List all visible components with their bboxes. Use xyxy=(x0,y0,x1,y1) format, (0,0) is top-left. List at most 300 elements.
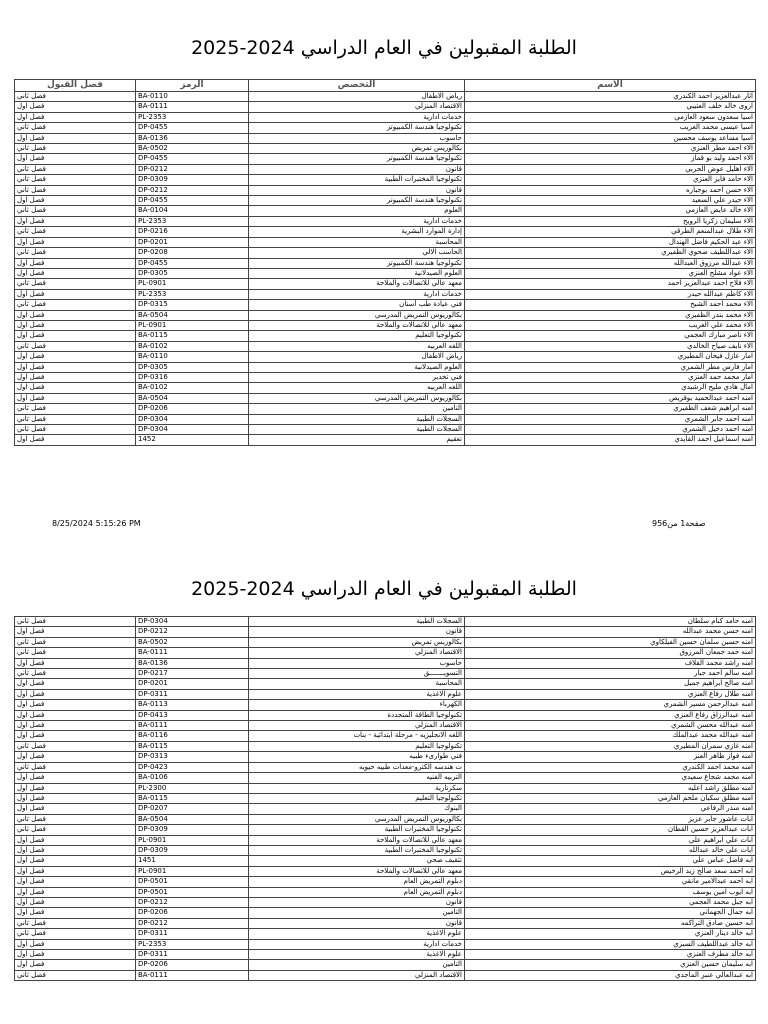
student-code: DP-0315 xyxy=(136,300,249,310)
admission-semester: فصل اول xyxy=(15,362,136,372)
admission-semester: فصل ثاني xyxy=(15,123,136,133)
student-code: PL-0901 xyxy=(136,866,249,876)
student-code: DP-0455 xyxy=(136,154,249,164)
table-row xyxy=(15,372,756,382)
table-row xyxy=(15,206,756,216)
student-major: المحاسبة xyxy=(249,679,465,689)
student-code: DP-0208 xyxy=(136,248,249,258)
student-major: بكالوريوس التمريض المدرسي xyxy=(249,310,465,320)
student-major: الحاسب الالي xyxy=(249,248,465,258)
student-major: التامين xyxy=(249,960,465,970)
student-code: PL-2353 xyxy=(136,216,249,226)
table-row xyxy=(15,216,756,226)
student-major: قانون xyxy=(249,627,465,637)
admission-semester: فصل ثاني xyxy=(15,648,136,658)
admission-semester: فصل اول xyxy=(15,950,136,960)
table-row xyxy=(15,866,756,876)
student-major: الاقتصاد المنزلي xyxy=(249,721,465,731)
student-code: DP-0309 xyxy=(136,175,249,185)
student-name: الاء اهليل عوض الحربي xyxy=(465,164,756,174)
admission-semester: فصل اول xyxy=(15,289,136,299)
student-name: امنه احمد عبدالحميد بوقريص xyxy=(465,393,756,403)
student-major: خدمات ادارية xyxy=(249,216,465,226)
student-code: DP-0217 xyxy=(136,669,249,679)
student-code: BA-0504 xyxy=(136,393,249,403)
table-row xyxy=(15,617,756,627)
admission-semester: فصل ثاني xyxy=(15,414,136,424)
student-name: اروى خالد خلف العتيبي xyxy=(465,102,756,112)
student-major: فني طوارىء طبيه xyxy=(249,752,465,762)
student-code: BA-0110 xyxy=(136,92,249,102)
admission-semester: فصل ثاني xyxy=(15,175,136,185)
student-major: الاقتصاد المنزلي xyxy=(249,102,465,112)
admission-semester: فصل اول xyxy=(15,793,136,803)
page-number: صفحة1 من956 xyxy=(652,519,706,528)
student-code: DP-0455 xyxy=(136,123,249,133)
student-major: فني تخدير xyxy=(249,372,465,382)
student-major: الاقتصاد المنزلي xyxy=(249,970,465,980)
header-code: الرمز xyxy=(136,80,249,92)
student-code: DP-0311 xyxy=(136,929,249,939)
student-code: DP-0311 xyxy=(136,950,249,960)
student-code: BA-0136 xyxy=(136,658,249,668)
student-code: BA-0111 xyxy=(136,721,249,731)
admission-semester: فصل ثاني xyxy=(15,279,136,289)
student-code: PL-0901 xyxy=(136,835,249,845)
student-name: الاء محمد بندر الظفيري xyxy=(465,310,756,320)
student-code: BA-0502 xyxy=(136,144,249,154)
student-major: اللغه العربيه xyxy=(249,341,465,351)
admission-semester: فصل اول xyxy=(15,897,136,907)
student-code: BA-0102 xyxy=(136,341,249,351)
student-major: تكنولوجيا الطاقة المتجددة xyxy=(249,710,465,720)
student-name: الاء طلال عبدالمنعم الطرقي xyxy=(465,227,756,237)
student-name: امنه عبدالله محمد عبدالملك xyxy=(465,731,756,741)
student-name: اسيا مساعد يوسف محسين xyxy=(465,133,756,143)
table-row xyxy=(15,773,756,783)
student-major: تكنولوجيا التعليم xyxy=(249,741,465,751)
admission-semester: فصل اول xyxy=(15,866,136,876)
student-code: DP-0455 xyxy=(136,196,249,206)
student-major: السجلات الطبية xyxy=(249,425,465,435)
student-name: ابه جمال الجهماني xyxy=(465,908,756,918)
student-name: الاء حيدر علي السعيد xyxy=(465,196,756,206)
student-major: إدارة الموارد البشرية xyxy=(249,227,465,237)
student-code: BA-0111 xyxy=(136,102,249,112)
table-row xyxy=(15,700,756,710)
student-code: BA-0110 xyxy=(136,352,249,362)
student-name: ابه ايوب امين يوسف xyxy=(465,887,756,897)
admission-semester: فصل اول xyxy=(15,887,136,897)
student-name: امنه منذر الرفاعي xyxy=(465,804,756,814)
student-code: BA-0115 xyxy=(136,741,249,751)
table-row xyxy=(15,835,756,845)
table-row xyxy=(15,669,756,679)
admission-semester: فصل اول xyxy=(15,133,136,143)
student-major: رياض الاطفال xyxy=(249,92,465,102)
student-name: امنه محمد شجاع سعيدي xyxy=(465,773,756,783)
admission-semester: فصل ثاني xyxy=(15,637,136,647)
student-name: الاء حامد فايز العنزي xyxy=(465,175,756,185)
student-code: BA-0504 xyxy=(136,310,249,320)
student-name: الاء حسن احمد بوجباره xyxy=(465,185,756,195)
student-code: DP-0201 xyxy=(136,237,249,247)
student-code: DP-0206 xyxy=(136,404,249,414)
student-code: DP-0311 xyxy=(136,689,249,699)
admission-semester: فصل اول xyxy=(15,154,136,164)
admission-semester: فصل اول xyxy=(15,960,136,970)
table-row xyxy=(15,175,756,185)
student-major: تكنولوجيا المختبرات الطبية xyxy=(249,825,465,835)
admission-semester: فصل اول xyxy=(15,689,136,699)
admission-semester: فصل ثاني xyxy=(15,425,136,435)
student-major: حاسوب xyxy=(249,133,465,143)
student-major: تكنولوجيا التعليم xyxy=(249,331,465,341)
student-major: قانون xyxy=(249,185,465,195)
table-row xyxy=(15,877,756,887)
table-row xyxy=(15,793,756,803)
admission-semester: فصل اول xyxy=(15,383,136,393)
table-row xyxy=(15,960,756,970)
table-row xyxy=(15,425,756,435)
student-name: الاء احمد وليد بو قماز xyxy=(465,154,756,164)
student-major: معهد عالي للاتصالات والملاحة xyxy=(249,835,465,845)
table-row xyxy=(15,648,756,658)
student-code: PL-2353 xyxy=(136,289,249,299)
student-name: امار فارس مطر الشمري xyxy=(465,362,756,372)
table-row xyxy=(15,112,756,122)
admission-semester: فصل ثاني xyxy=(15,227,136,237)
admission-semester: فصل ثاني xyxy=(15,206,136,216)
table-row xyxy=(15,970,756,980)
student-name: الاء نايف صياح الخالدي xyxy=(465,341,756,351)
student-name: امال هادي مليح الرشيدي xyxy=(465,383,756,393)
table-row xyxy=(15,627,756,637)
student-code: DP-0305 xyxy=(136,362,249,372)
student-name: امنه احمد دخيل الشمري xyxy=(465,425,756,435)
student-name: الاء كاظم عبدالله حيدر xyxy=(465,289,756,299)
admission-semester: فصل ثاني xyxy=(15,300,136,310)
table-row xyxy=(15,637,756,647)
student-code: DP-0304 xyxy=(136,617,249,627)
table-row xyxy=(15,710,756,720)
student-code: 1452 xyxy=(136,435,249,445)
table-row xyxy=(15,658,756,668)
table-row xyxy=(15,331,756,341)
student-code: DP-0309 xyxy=(136,825,249,835)
student-major: تثقيف صحي xyxy=(249,856,465,866)
student-name: امار عازل فيحان المطيري xyxy=(465,352,756,362)
admission-semester: فصل ثاني xyxy=(15,341,136,351)
admission-semester: فصل اول xyxy=(15,700,136,710)
page-title: الطلبة المقبولين في العام الدراسي 2024-2025 xyxy=(191,578,577,600)
table-header-row xyxy=(15,80,756,92)
student-name: ابه خالد دينار العنزي xyxy=(465,929,756,939)
table-row xyxy=(15,196,756,206)
student-major: فني عيادة طب أسنان xyxy=(249,300,465,310)
header-name: الاسم xyxy=(465,80,756,92)
admission-semester: فصل ثاني xyxy=(15,669,136,679)
admission-semester: فصل اول xyxy=(15,196,136,206)
table-row xyxy=(15,300,756,310)
student-code: DP-0212 xyxy=(136,897,249,907)
student-name: اسيا سعدون سعود العازمي xyxy=(465,112,756,122)
admission-semester: فصل اول xyxy=(15,112,136,122)
student-name: امنه صالح ابراهيم جميل xyxy=(465,679,756,689)
admission-semester: فصل اول xyxy=(15,877,136,887)
student-major: تكنولوجيا المختبرات الطبية xyxy=(249,175,465,185)
table-row xyxy=(15,783,756,793)
student-major: علوم الاغذية xyxy=(249,929,465,939)
student-major: الكهرباء xyxy=(249,700,465,710)
student-name: ابه فاضل عباس علي xyxy=(465,856,756,866)
admission-semester: فصل ثاني xyxy=(15,970,136,980)
student-code: BA-0106 xyxy=(136,773,249,783)
admission-semester: فصل اول xyxy=(15,102,136,112)
student-code: PL-0901 xyxy=(136,320,249,330)
student-major: البنوك xyxy=(249,804,465,814)
student-code: PL-2353 xyxy=(136,112,249,122)
student-code: BA-0111 xyxy=(136,970,249,980)
student-major: معهد عالي للاتصالات والملاحة xyxy=(249,866,465,876)
student-major: دبلوم التمريض العام xyxy=(249,877,465,887)
admission-semester: فصل ثاني xyxy=(15,825,136,835)
student-code: DP-0501 xyxy=(136,877,249,887)
student-name: امنه فواز ظاهر العنز xyxy=(465,752,756,762)
student-code: BA-0111 xyxy=(136,648,249,658)
admission-semester: فصل اول xyxy=(15,627,136,637)
student-major: علوم الاغذية xyxy=(249,950,465,960)
student-major: العلوم الصيدلانية xyxy=(249,362,465,372)
student-major: العلوم الصيدلانية xyxy=(249,268,465,278)
student-name: الاء فلاح احمد عبدالعزيز احمد xyxy=(465,279,756,289)
student-major: معهد عالي للاتصالات والملاحة xyxy=(249,320,465,330)
admission-semester: فصل ثاني xyxy=(15,248,136,258)
admission-semester: فصل ثاني xyxy=(15,814,136,824)
student-name: الاء خالد عايض العازمي xyxy=(465,206,756,216)
student-name: امنه حسين سلمان حسين الفيلكاوي xyxy=(465,637,756,647)
table-row xyxy=(15,362,756,372)
admission-semester: فصل اول xyxy=(15,731,136,741)
student-major: بكالوريوس التمريض المدرسي xyxy=(249,814,465,824)
student-name: الاء عبد الحكيم فاضل الهندال xyxy=(465,237,756,247)
student-name: الاء محمد علي الغريب xyxy=(465,320,756,330)
admission-semester: فصل ثاني xyxy=(15,762,136,772)
student-name: امنه مطلق راشد اعليه xyxy=(465,783,756,793)
student-name: امنه ابراهيم شعف الظفيري xyxy=(465,404,756,414)
student-major: تكنولوجيا هندسة الكمبيوتر xyxy=(249,154,465,164)
student-name: امنه غازي سمران المطيري xyxy=(465,741,756,751)
table-row xyxy=(15,929,756,939)
table-row xyxy=(15,752,756,762)
student-major: التامين xyxy=(249,404,465,414)
student-major: التربيه الفنيه xyxy=(249,773,465,783)
student-name: ابه سليمان حسين العنزي xyxy=(465,960,756,970)
student-name: امنه محمد احمد الكندري xyxy=(465,762,756,772)
student-name: الاء عواد مشلح العنزي xyxy=(465,268,756,278)
student-code: BA-0136 xyxy=(136,133,249,143)
admission-semester: فصل اول xyxy=(15,237,136,247)
table-row xyxy=(15,133,756,143)
table-row xyxy=(15,404,756,414)
student-name: ابه احمد سعد صالح زيد الرخيص xyxy=(465,866,756,876)
student-major: خدمات ادارية xyxy=(249,112,465,122)
admission-semester: فصل اول xyxy=(15,268,136,278)
student-code: DP-0212 xyxy=(136,185,249,195)
student-name: امنه احمد جابر الشمري xyxy=(465,414,756,424)
student-major: السجلات الطبية xyxy=(249,414,465,424)
student-code: DP-0304 xyxy=(136,414,249,424)
student-major: التسويـــــــق xyxy=(249,669,465,679)
student-name: امنه حمد جمعان المرزوق xyxy=(465,648,756,658)
student-major: تكنولوجيا هندسة الكمبيوتر xyxy=(249,196,465,206)
page-title: الطلبة المقبولين في العام الدراسي 2024-2025 xyxy=(191,37,577,59)
header-semester: فصل القبول xyxy=(15,80,136,92)
admission-semester: فصل ثاني xyxy=(15,918,136,928)
table-row xyxy=(15,237,756,247)
admission-semester: فصل اول xyxy=(15,658,136,668)
admission-semester: فصل ثاني xyxy=(15,144,136,154)
table-row xyxy=(15,804,756,814)
student-name: الاء احمد مطر العنزي xyxy=(465,144,756,154)
student-name: امنه حسن محمد عبدالله xyxy=(465,627,756,637)
admission-semester: فصل اول xyxy=(15,845,136,855)
student-name: امنه راشد محمد القلاف xyxy=(465,658,756,668)
student-code: PL-0901 xyxy=(136,279,249,289)
admission-semester: فصل اول xyxy=(15,804,136,814)
student-name: الاء سليمان زكريا الرويح xyxy=(465,216,756,226)
student-code: BA-0504 xyxy=(136,814,249,824)
admission-semester: فصل اول xyxy=(15,352,136,362)
student-code: BA-0115 xyxy=(136,793,249,803)
student-code: PL-2353 xyxy=(136,939,249,949)
student-name: الاء ناصر مبارك العجمي xyxy=(465,331,756,341)
admission-semester: فصل اول xyxy=(15,783,136,793)
student-major: معهد عالي للاتصالات والملاحة xyxy=(249,279,465,289)
table-row xyxy=(15,185,756,195)
student-code: DP-0309 xyxy=(136,845,249,855)
table-row xyxy=(15,164,756,174)
admission-semester: فصل ثاني xyxy=(15,164,136,174)
student-code: DP-0304 xyxy=(136,425,249,435)
student-name: امنه حامد كنام سلطان xyxy=(465,617,756,627)
student-name: الاء عبدالله مرزوق العبدالله xyxy=(465,258,756,268)
admission-semester: فصل اول xyxy=(15,710,136,720)
student-name: الاء محمد احمد الشيخ xyxy=(465,300,756,310)
admission-semester: فصل اول xyxy=(15,908,136,918)
admission-semester: فصل اول xyxy=(15,331,136,341)
table-row xyxy=(15,814,756,824)
student-code: BA-0502 xyxy=(136,637,249,647)
student-major: خدمات ادارية xyxy=(249,289,465,299)
admission-semester: فصل اول xyxy=(15,393,136,403)
student-major: بكالوريس تمريض xyxy=(249,637,465,647)
student-code: DP-0423 xyxy=(136,762,249,772)
student-major: تكنولوجيا هندسة الكمبيوتر xyxy=(249,123,465,133)
student-code: BA-0115 xyxy=(136,331,249,341)
student-code: DP-0455 xyxy=(136,258,249,268)
table-row xyxy=(15,762,756,772)
table-row xyxy=(15,248,756,258)
student-name: ابه عبدالعالي عنبر الماجدي xyxy=(465,970,756,980)
table-row xyxy=(15,939,756,949)
student-code: DP-0305 xyxy=(136,268,249,278)
student-code: DP-0501 xyxy=(136,887,249,897)
student-name: امنه عبدالله محسن الشمري xyxy=(465,721,756,731)
table-row xyxy=(15,383,756,393)
header-major: التخصص xyxy=(249,80,465,92)
admission-semester: فصل اول xyxy=(15,435,136,445)
student-major: حاسوب xyxy=(249,658,465,668)
student-major: تكنولوجيا المختبرات الطبية xyxy=(249,845,465,855)
student-name: ابه خالد عبداللطيف السبزي xyxy=(465,939,756,949)
table-row xyxy=(15,352,756,362)
student-name: امنه مطلق سكيان ملحم العازمي xyxy=(465,793,756,803)
table-row xyxy=(15,887,756,897)
student-major: اللغه الانجليزيه - مرحلة ابتدائية - بنات xyxy=(249,731,465,741)
student-major: قانون xyxy=(249,918,465,928)
admission-semester: فصل اول xyxy=(15,310,136,320)
table-row xyxy=(15,731,756,741)
student-code: BA-0102 xyxy=(136,383,249,393)
student-code: PL-2300 xyxy=(136,783,249,793)
student-major: رياض الاطفال xyxy=(249,352,465,362)
table-row xyxy=(15,102,756,112)
table-row xyxy=(15,279,756,289)
admission-semester: فصل اول xyxy=(15,939,136,949)
student-name: اثار عبدالعزيز احمد الكندري xyxy=(465,92,756,102)
table-row xyxy=(15,144,756,154)
table-row xyxy=(15,154,756,164)
table-row xyxy=(15,918,756,928)
admission-semester: فصل ثاني xyxy=(15,185,136,195)
admission-semester: فصل ثاني xyxy=(15,929,136,939)
student-code: BA-0113 xyxy=(136,700,249,710)
student-major: تعقيم xyxy=(249,435,465,445)
student-major: السجلات الطبية xyxy=(249,617,465,627)
table-row xyxy=(15,341,756,351)
student-code: DP-0212 xyxy=(136,164,249,174)
table-row xyxy=(15,320,756,330)
table-row xyxy=(15,741,756,751)
table-row xyxy=(15,721,756,731)
student-name: اسيا عيسى محمد الغريب xyxy=(465,123,756,133)
student-name: ابه حسين صادق التراكمه xyxy=(465,918,756,928)
admission-semester: فصل اول xyxy=(15,216,136,226)
admission-semester: فصل ثاني xyxy=(15,617,136,627)
admission-semester: فصل اول xyxy=(15,320,136,330)
students-table xyxy=(14,616,756,981)
student-major: علوم الاغذية xyxy=(249,689,465,699)
table-row xyxy=(15,414,756,424)
student-name: امنه طلال رفاع العنزي xyxy=(465,689,756,699)
student-major: الاقتصاد المنزلي xyxy=(249,648,465,658)
student-name: ابه جبل محمد العجمي xyxy=(465,897,756,907)
student-name: ابه خالد مطرف العنزي xyxy=(465,950,756,960)
table-row xyxy=(15,897,756,907)
table-row xyxy=(15,908,756,918)
students-table xyxy=(14,79,756,446)
table-row xyxy=(15,123,756,133)
student-major: التامين xyxy=(249,908,465,918)
student-major: بكالوريوس التمريض المدرسي xyxy=(249,393,465,403)
admission-semester: فصل اول xyxy=(15,372,136,382)
admission-semester: فصل ثاني xyxy=(15,741,136,751)
student-name: امنه عبدالرزاق رفاع العنزي xyxy=(465,710,756,720)
admission-semester: فصل ثاني xyxy=(15,404,136,414)
student-name: ابه احمد عبدالامير مانقي xyxy=(465,877,756,887)
student-name: امار محمد حمد العنزي xyxy=(465,372,756,382)
